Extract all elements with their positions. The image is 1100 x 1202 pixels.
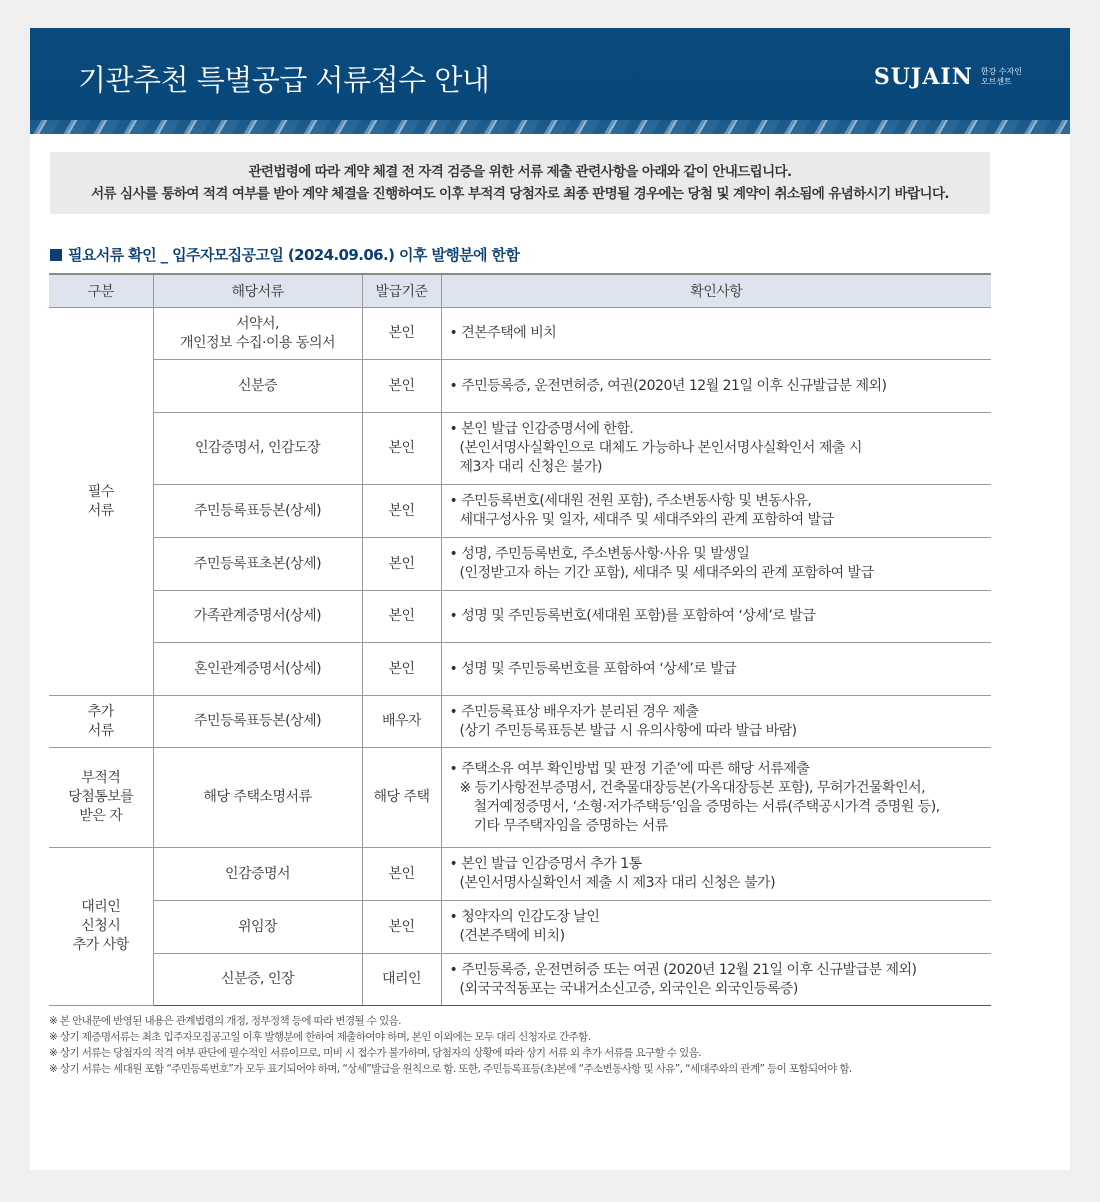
- column-header: 구분: [49, 274, 153, 308]
- check-line: (상기 주민등록표등본 발급 시 유의사항에 따라 발급 바람): [459, 722, 797, 739]
- check-cell: [441, 591, 991, 643]
- brand-sub-line1: 한강 수자인: [980, 67, 1022, 76]
- basis-cell: 본인: [362, 901, 441, 954]
- check-line: • 성명 및 주민등록번호를 포함하여 ‘상세’로 발급: [449, 660, 737, 677]
- doc-cell: 주민등록표등본(상세): [153, 696, 362, 748]
- basis-cell: 본인: [362, 591, 441, 643]
- group-cell: [49, 848, 153, 1006]
- group-label: 당첨통보를: [68, 789, 134, 805]
- check-line: 제3자 대리 신청은 불가): [459, 459, 602, 475]
- footnote: ※ 상기 제증명서류는 최초 입주자모집공고일 이후 발행분에 한하여 제출하여야 하며, 본인 이외에는 모두 대리 신청자로 간주함.: [49, 1031, 591, 1043]
- check-cell: [441, 413, 991, 485]
- check-cell: [441, 538, 991, 591]
- check-line: (본인서명사실확인서 제출 시 제3자 대리 신청은 불가): [459, 875, 776, 891]
- square-bullet-icon: [50, 249, 62, 261]
- table-row: [49, 308, 991, 360]
- table-row: [49, 748, 991, 848]
- check-line: (본인서명사실확인으로 대체도 가능하나 본인서명사실확인서 제출 시: [459, 440, 862, 456]
- basis-cell: 본인: [362, 413, 441, 485]
- footnote: ※ 상기 서류는 세대원 포함 “주민등록번호”가 모두 표기되어야 하며, “상세”발급을 원칙으로 함. 또한, 주민등록표등(초)본에 “주소변동사항 및 사유”, “세대주와의 관계” 등이 포함되어야 함.: [49, 1063, 852, 1075]
- check-cell: [441, 901, 991, 954]
- check-line: (인정받고자 하는 기간 포함), 세대주 및 세대주와의 관계 포함하여 발급: [459, 565, 874, 581]
- check-line: 세대구성사유 및 일자, 세대주 및 세대주와의 관계 포함하여 발급: [459, 512, 834, 528]
- basis-cell: 해당 주택: [362, 748, 441, 848]
- group-label: 추가 사항: [72, 937, 129, 953]
- table-row: [49, 413, 991, 485]
- group-label: 받은 자: [79, 808, 123, 824]
- check-line: • 주민등록번호(세대원 전원 포함), 주소변동사항 및 변동사유,: [449, 493, 812, 509]
- column-header: 해당서류: [153, 274, 362, 308]
- brand-logo: [874, 64, 1022, 90]
- check-line: • 본인 발급 인감증명서에 한함.: [449, 421, 634, 437]
- doc-line: 서약서,: [235, 315, 280, 332]
- doc-cell: 가족관계증명서(상세): [153, 591, 362, 643]
- doc-cell: 인감증명서, 인감도장: [153, 413, 362, 485]
- check-cell: [441, 308, 991, 360]
- documents-table: [49, 273, 991, 1006]
- check-cell: [441, 748, 991, 848]
- doc-cell: 주민등록표등본(상세): [153, 485, 362, 538]
- brand-sub-line2: 오브센트: [980, 77, 1012, 86]
- doc-cell: [153, 308, 362, 360]
- footnote: ※ 상기 서류는 당첨자의 적격 여부 판단에 필수적인 서류이므로, 미비 시 접수가 불가하며, 당첨자의 상황에 따라 상기 서류 외 추가 서류를 요구할 수 있음.: [49, 1047, 701, 1059]
- table-row: [49, 591, 991, 643]
- group-cell: [49, 696, 153, 748]
- notice-line: 서류 심사를 통하여 적격 여부를 받아 계약 체결을 진행하여도 이후 부적격 당첨자로 최종 판명될 경우에는 당첨 및 계약이 취소됨에 유념하시기 바랍니다.: [91, 186, 949, 202]
- basis-cell: 본인: [362, 538, 441, 591]
- check-cell: [441, 954, 991, 1006]
- basis-cell: 본인: [362, 308, 441, 360]
- header-wave-decoration: [30, 120, 1070, 134]
- table-row: [49, 643, 991, 696]
- check-line: 철거예정증명서, ‘소형·저가주택등’임을 증명하는 서류(주택공시가격 증명원 등),: [473, 798, 940, 815]
- group-label: 서류: [87, 722, 114, 739]
- section-title-text: 필요서류 확인 _ 입주자모집공고일 (2024.09.06.) 이후 발행분에 한함: [68, 246, 520, 264]
- check-cell: [441, 848, 991, 901]
- brand-subtitle: [981, 67, 1022, 87]
- group-cell: [49, 308, 153, 696]
- table-row: [49, 954, 991, 1006]
- check-line: (견본주택에 비치): [459, 928, 565, 944]
- notice-box: [50, 152, 990, 214]
- check-line: • 주민등록증, 운전면허증, 여권(2020년 12월 21일 이후 신규발급분 제외): [449, 377, 887, 394]
- doc-cell: 위임장: [153, 901, 362, 954]
- group-cell: [49, 748, 153, 848]
- check-line: • 주택소유 여부 확인방법 및 판정 기준’에 따른 해당 서류제출: [449, 760, 810, 777]
- column-header: 확인사항: [441, 274, 991, 308]
- basis-cell: 본인: [362, 360, 441, 413]
- group-label: 서류: [87, 502, 114, 519]
- doc-cell: 인감증명서: [153, 848, 362, 901]
- doc-cell: 혼인관계증명서(상세): [153, 643, 362, 696]
- table-row: [49, 901, 991, 954]
- check-line: • 성명, 주민등록번호, 주소변동사항·사유 및 발생일: [449, 546, 750, 562]
- basis-cell: 대리인: [362, 954, 441, 1006]
- doc-cell: 신분증: [153, 360, 362, 413]
- doc-cell: 신분증, 인장: [153, 954, 362, 1006]
- group-label: 필수: [87, 483, 114, 500]
- brand-name: SUJAIN: [873, 64, 973, 90]
- section-title: [50, 244, 519, 265]
- check-line: 기타 무주택자임을 증명하는 서류: [473, 817, 668, 834]
- group-label: 신청시: [81, 918, 121, 934]
- check-cell: [441, 696, 991, 748]
- check-cell: [441, 643, 991, 696]
- column-header: 발급기준: [362, 274, 441, 308]
- footnote: ※ 본 안내문에 반영된 내용은 관계법령의 개정, 정부정책 등에 따라 변경될 수 있음.: [49, 1015, 401, 1027]
- page-title: 기관추천 특별공급 서류접수 안내: [78, 63, 490, 97]
- check-line: • 본인 발급 인감증명서 추가 1통: [449, 856, 642, 872]
- basis-cell: 본인: [362, 485, 441, 538]
- group-label: 추가: [87, 703, 114, 720]
- notice-line: 관련법령에 따라 계약 체결 전 자격 검증을 위한 서류 제출 관련사항을 아래와 같이 안내드립니다.: [248, 164, 792, 180]
- check-line: (외국국적동포는 국내거소신고증, 외국인은 외국인등록증): [459, 980, 798, 997]
- page-header: [30, 28, 1070, 134]
- check-cell: [441, 485, 991, 538]
- check-line: • 성명 및 주민등록번호(세대원 포함)를 포함하여 ‘상세’로 발급: [449, 608, 816, 624]
- check-line: • 견본주택에 비치: [449, 325, 557, 341]
- group-label: 대리인: [81, 899, 121, 915]
- table-row: [49, 696, 991, 748]
- doc-cell: 주민등록표초본(상세): [153, 538, 362, 591]
- check-line: ※ 등기사항전부증명서, 건축물대장등본(가옥대장등본 포함), 무허가건물확인서,: [459, 779, 926, 796]
- doc-line: 개인정보 수집·이용 동의서: [179, 334, 336, 351]
- table-row: [49, 848, 991, 901]
- table-row: [49, 538, 991, 591]
- basis-cell: 본인: [362, 643, 441, 696]
- table-row: [49, 485, 991, 538]
- check-line: • 청약자의 인감도장 날인: [449, 909, 600, 925]
- check-line: • 주민등록증, 운전면허증 또는 여권 (2020년 12월 21일 이후 신규발급분 제외): [449, 961, 917, 978]
- basis-cell: 본인: [362, 848, 441, 901]
- check-cell: [441, 360, 991, 413]
- basis-cell: 배우자: [362, 696, 441, 748]
- table-header-row: [49, 274, 991, 308]
- table-row: [49, 360, 991, 413]
- doc-cell: 해당 주택소명서류: [153, 748, 362, 848]
- group-label: 부적격: [81, 770, 121, 786]
- footnotes: [49, 1013, 852, 1077]
- check-line: • 주민등록표상 배우자가 분리된 경우 제출: [449, 703, 699, 720]
